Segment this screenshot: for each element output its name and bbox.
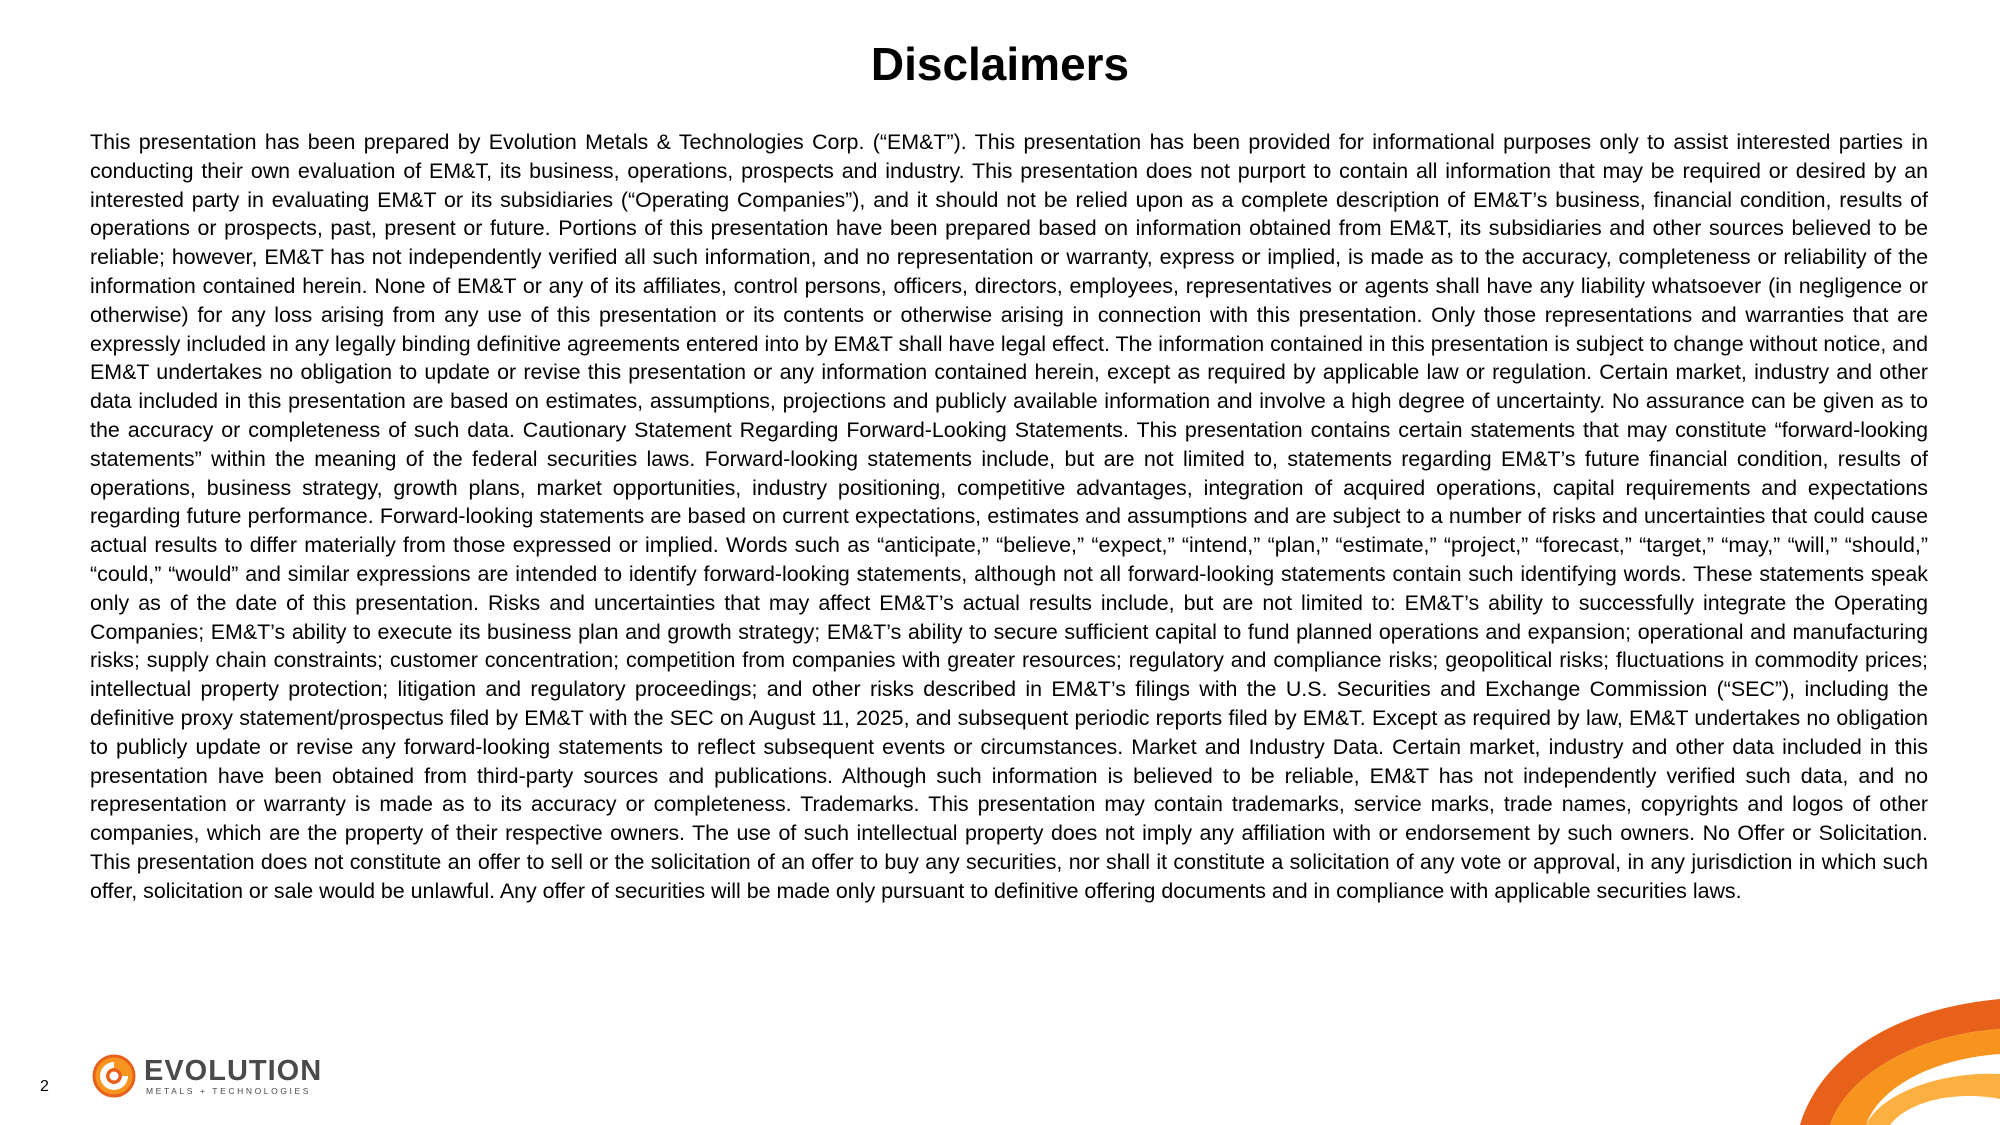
logo-tagline: METALS + TECHNOLOGIES	[146, 1086, 312, 1096]
company-logo	[92, 1054, 332, 1098]
logo-wordmark: EVOLUTION	[144, 1055, 323, 1087]
evolution-swirl-icon	[92, 1054, 136, 1098]
disclaimer-body: This presentation has been prepared by Evolution Metals & Technologies Corp. (“EM&T”). This presentation has been provided for informational purposes only to assist interested parties in conducting their own evaluation of EM&T, its business, operations, prospects and industry. This presentation does not purport to contain all information that may be required or desired by an interested party in evaluating EM&T or its subsidiaries (“Operating Companies”), and it should not be relied upon as a complete description of EM&T’s business, financial condition, results of operations or prospects, past, present or future. Portions of this presentation have been prepared based on information obtained from EM&T, its subsidiaries and other sources believed to be reliable; however, EM&T has not independently verified all such information, and no representation or warranty, express or implied, is made as to the accuracy, completeness or reliability of the information contained herein. None of EM&T or any of its affiliates, control persons, officers, directors, employees, representatives or agents shall have any liability whatsoever (in negligence or otherwise) for any loss arising from any use of this presentation or its contents or otherwise arising in connection with this presentation. Only those representations and warranties that are expressly included in any legally binding definitive agreements entered into by EM&T shall have legal effect. The information contained in this presentation is subject to change without notice, and EM&T undertakes no obligation to update or revise this presentation or any information contained herein, except as required by applicable law or regulation. Certain market, industry and other data included in this presentation are based on estimates, assumptions, projections and publicly available information and involve a high degree of uncertainty. No assurance can be given as to the accuracy or completeness of such data. Cautionary Statement Regarding Forward-Looking Statements. This presentation contains certain statements that may constitute “forward-looking statements” within the meaning of the federal securities laws. Forward-looking statements include, but are not limited to, statements regarding EM&T’s future financial condition, results of operations, business strategy, growth plans, market opportunities, industry positioning, competitive advantages, integration of acquired operations, capital requirements and expectations regarding future performance. Forward-looking statements are based on current expectations, estimates and assumptions and are subject to a number of risks and uncertainties that could cause actual results to differ materially from those expressed or implied. Words such as “anticipate,” “believe,” “expect,” “intend,” “plan,” “estimate,” “project,” “forecast,” “target,” “may,” “will,” “should,” “could,” “would” and similar expressions are intended to identify forward-looking statements, although not all forward-looking statements contain such identifying words. These statements speak only as of the date of this presentation. Risks and uncertainties that may affect EM&T’s actual results include, but are not limited to: EM&T’s ability to successfully integrate the Operating Companies; EM&T’s ability to execute its business plan and growth strategy; EM&T’s ability to secure sufficient capital to fund planned operations and expansion; operational and manufacturing risks; supply chain constraints; customer concentration; competition from companies with greater resources; regulatory and compliance risks; geopolitical risks; fluctuations in commodity prices; intellectual property protection; litigation and regulatory proceedings; and other risks described in EM&T’s filings with the U.S. Securities and Exchange Commission (“SEC”), including the definitive proxy statement/prospectus filed by EM&T with the SEC on August 11, 2025, and subsequent periodic reports filed by EM&T. Except as required by law, EM&T undertakes no obligation to publicly update or revise any forward-looking statements to reflect subsequent events or circumstances. Market and Industry Data. Certain market, industry and other data included in this presentation have been obtained from third-party sources and publications. Although such information is believed to be reliable, EM&T has not independently verified such data, and no representation or warranty is made as to its accuracy or completeness. Trademarks. This presentation may contain trademarks, service marks, trade names, copyrights and logos of other companies, which are the property of their respective owners. The use of such intellectual property does not imply any affiliation with or endorsement by such owners. No Offer or Solicitation. This presentation does not constitute an offer to sell or the solicitation of an offer to buy any securities, nor shall it constitute a solicitation of any vote or approval, in any jurisdiction in which such offer, solicitation or sale would be unlawful. Any offer of securities will be made only pursuant to definitive offering documents and in compliance with applicable securities laws.	[90, 130, 1928, 903]
corner-swoosh-decoration	[1800, 999, 2000, 1125]
slide-title: Disclaimers	[870, 38, 1130, 90]
page-number: 2	[40, 1078, 49, 1095]
